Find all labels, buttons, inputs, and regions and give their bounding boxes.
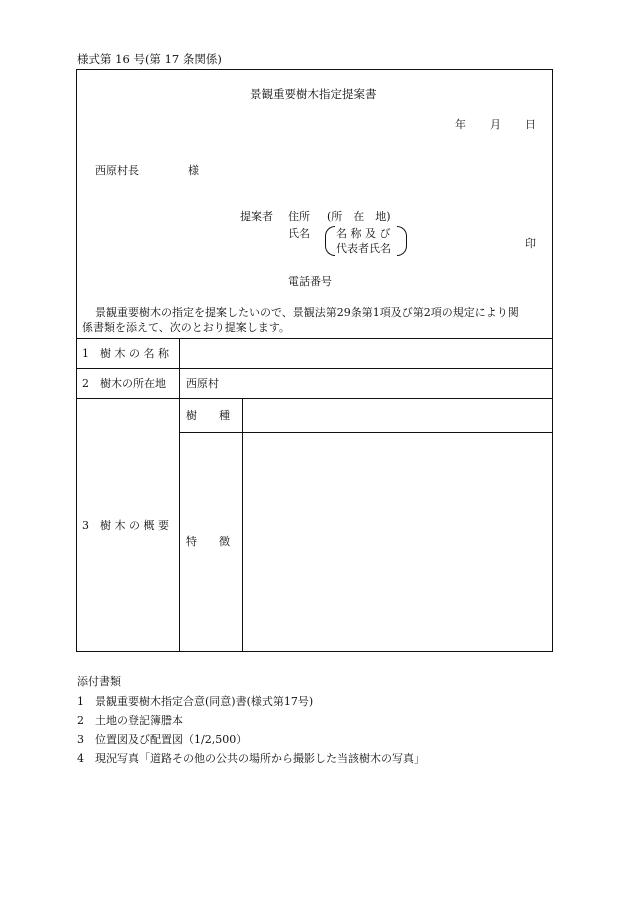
date-month-label: 月 — [490, 118, 501, 131]
proposer-label: 提案者 — [240, 210, 273, 223]
attachments-heading: 添付書類 — [77, 675, 121, 688]
tree-location-value: 西原村 — [186, 377, 219, 390]
features-label: 特 徴 — [186, 535, 230, 548]
form-title: 景観重要樹木指定提案書 — [250, 87, 377, 101]
name-note-line2: 代表者氏名 — [336, 242, 391, 255]
date-year-label: 年 — [455, 118, 466, 131]
tree-location-label: 2 樹木の所在地 — [82, 377, 166, 390]
phone-label: 電話番号 — [288, 275, 332, 288]
sub-label-column-divider — [242, 398, 243, 652]
form-frame — [76, 69, 553, 652]
form-number: 様式第 16 号(第 17 条関係) — [77, 52, 222, 66]
addressee-name: 西原村長 — [95, 164, 139, 177]
body-text-line1: 景観重要樹木の指定を提案したいので、景観法第29条第1項及び第2項の規定により関 — [95, 306, 519, 319]
attachment-item: 1 景観重要樹木指定合意(同意)書(様式第17号) — [77, 695, 314, 708]
attachment-item: 4 現況写真「道路その他の公共の場所から撮影した当該樹木の写真」 — [77, 752, 425, 765]
label-column-divider — [179, 338, 180, 652]
name-label: 氏名 — [288, 227, 310, 240]
tree-name-label: 1 樹 木 の 名 称 — [82, 347, 169, 360]
species-label: 樹 種 — [186, 409, 230, 422]
addressee-honorific: 様 — [188, 164, 199, 177]
name-note-left-paren — [325, 226, 335, 256]
row-divider-2 — [76, 398, 553, 399]
address-label: 住所 — [288, 210, 310, 223]
attachment-item: 3 位置図及び配置図（1/2,500） — [77, 733, 248, 746]
table-top-line — [76, 338, 553, 339]
seal-mark: 印 — [525, 237, 536, 250]
row-divider-1 — [76, 368, 553, 369]
name-note-line1: 名 称 及 び — [336, 227, 391, 240]
tree-overview-label: 3 樹 木 の 概 要 — [82, 519, 169, 532]
species-divider — [179, 432, 553, 433]
date-day-label: 日 — [525, 118, 536, 131]
address-note: (所 在 地) — [327, 210, 391, 223]
attachment-item: 2 土地の登記簿謄本 — [77, 714, 183, 727]
body-text-line2: 係書類を添えて、次のとおり提案します。 — [82, 321, 290, 334]
